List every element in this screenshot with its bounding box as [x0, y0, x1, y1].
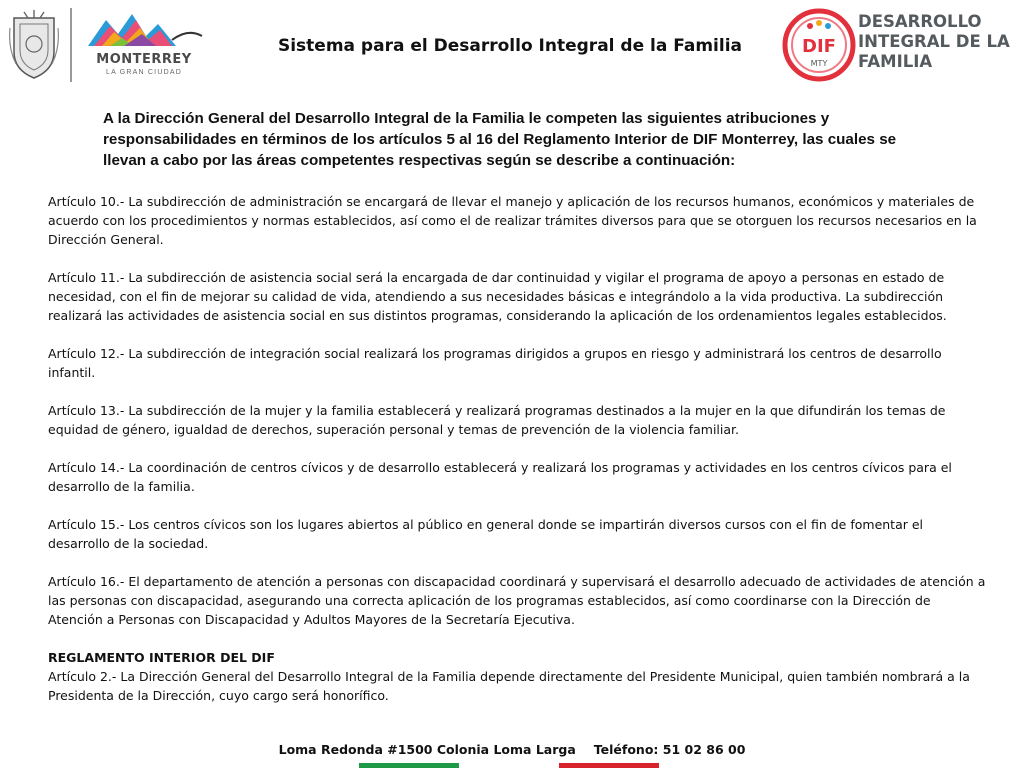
dif-logo-sub: MTY — [810, 59, 828, 68]
flag-stripe-white — [459, 763, 559, 768]
article-paragraph: Artículo 10.- La subdirección de administración se encargará de llevar el manejo y aplicación de los recursos humanos, económicos y materiales de acuerdo con los procedimientos y normas establecidos, así como el de realizar trámites diversos para que se otorguen los recursos necesarios en la Dirección General. — [48, 194, 977, 247]
monterrey-wordmark: MONTERREY — [96, 52, 192, 67]
dif-name-line: INTEGRAL DE LA — [858, 32, 1010, 51]
footer-contact — [0, 742, 1024, 757]
monterrey-mountain-icon — [84, 6, 214, 54]
dif-name-line: FAMILIA — [858, 52, 933, 71]
header-divider — [70, 8, 72, 82]
flag-stripe-red — [559, 763, 659, 768]
flag-stripes — [359, 763, 659, 768]
article-paragraph: Artículo 13.- La subdirección de la mujer y la familia establecerá y realizará programas destinados a la mujer en la que difundirán los temas de equidad de género, igualdad de derechos, superación personal y temas de prevención de la violencia familiar. — [48, 403, 946, 437]
footer-phone: Teléfono: 51 02 86 00 — [593, 742, 746, 757]
articles-section — [48, 192, 988, 705]
intro-paragraph: A la Dirección General del Desarrollo Integral de la Familia le competen las siguientes atribuciones y responsabilidades en términos de los artículos 5 al 16 del Reglamento Interior de DIF Monterrey, las cuales se llevan a cabo por las áreas competentes respectivas según se describe a continuación: — [103, 110, 897, 169]
page-header — [0, 0, 1024, 90]
coat-of-arms-icon — [8, 8, 60, 80]
dif-institution-name — [858, 12, 1024, 72]
monterrey-logo — [84, 6, 214, 84]
dif-name-line: DESARROLLO — [858, 12, 982, 31]
article-paragraph: Artículo 14.- La coordinación de centros cívicos y de desarrollo establecerá y realizará los programas y actividades en los centros cívicos para el desarrollo de la familia. — [48, 460, 952, 494]
article-paragraph: Artículo 11.- La subdirección de asistencia social será la encargada de dar continuidad y vigilar el programa de apoyo a personas en estado de necesidad, con el fin de mejorar su calidad de vida, atendiendo a sus necesidades básicas e integrándolo a la vida productiva. La subdirección realizará las actividades de asistencia social en sus distintos programas, considerando la aplicación de los ordenamientos legales establecidos. — [48, 270, 947, 323]
regulation-body: Artículo 2.- La Dirección General del Desarrollo Integral de la Familia depende directamente del Presidente Municipal, quien también nombrará a la Presidenta de la Dirección, cuyo cargo será honorífico. — [48, 669, 970, 703]
page-title: Sistema para el Desarrollo Integral de la Familia — [277, 36, 742, 56]
monterrey-tagline: LA GRAN CIUDAD — [106, 69, 182, 76]
regulation-title: REGLAMENTO INTERIOR DEL DIF — [48, 650, 275, 665]
dif-logo-mark: DIF — [802, 36, 836, 57]
article-paragraph: Artículo 12.- La subdirección de integración social realizará los programas dirigidos a grupos en riesgo y administrará los centros de desarrollo infantil. — [48, 346, 942, 380]
footer-address: Loma Redonda #1500 Colonia Loma Larga — [278, 742, 576, 757]
dif-logo-icon — [782, 8, 856, 82]
article-paragraph: Artículo 15.- Los centros cívicos son los lugares abiertos al público en general donde se impartirán diversos cursos con el fin de fomentar el desarrollo de la sociedad. — [48, 517, 924, 551]
flag-stripe-green — [359, 763, 459, 768]
article-paragraph: Artículo 16.- El departamento de atención a personas con discapacidad coordinará y supervisará el desarrollo adecuado de actividades de atención a las personas con discapacidad, asegurando una correcta aplicación de los programas establecidos, así como coordinarse con la Dirección de Atención a Personas con Discapacidad y Adultos Mayores de la Secretaría Ejecutiva. — [48, 574, 986, 627]
